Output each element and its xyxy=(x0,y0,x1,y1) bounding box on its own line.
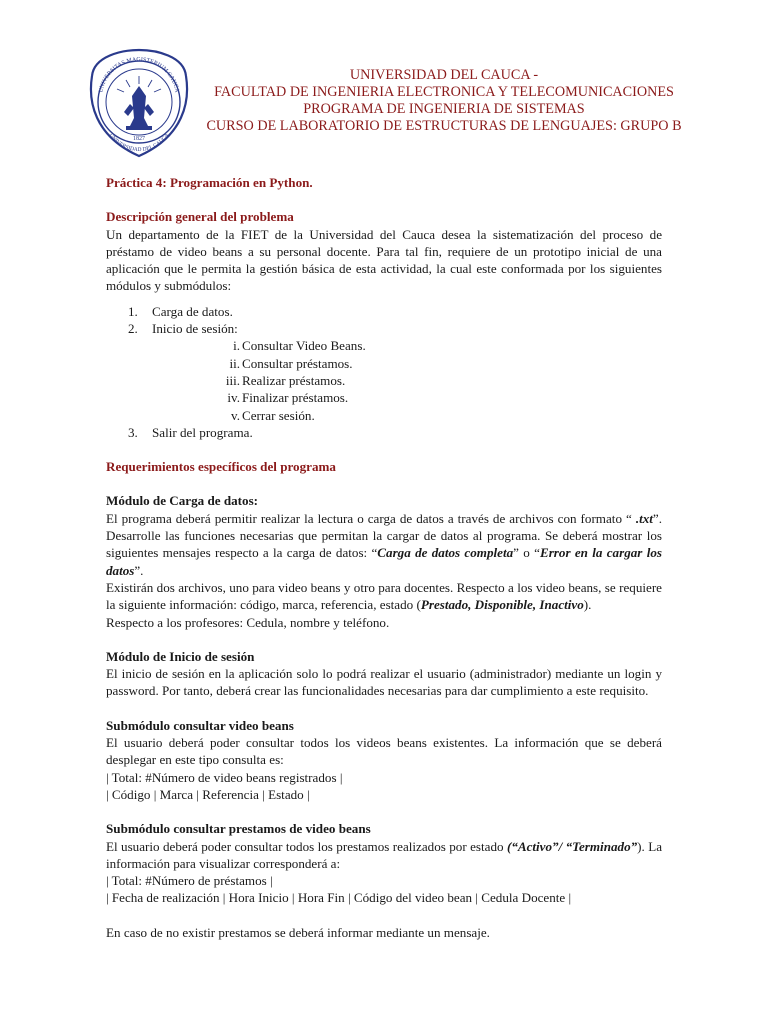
consultar-prest-line-1: | Total: #Número de préstamos | xyxy=(106,873,273,889)
carga-paragraph-3: Respecto a los profesores: Cedula, nombre y teléfono. xyxy=(106,614,390,630)
carga-paragraph-2: Existirán dos archivos, uno para video beans y otro para docentes. Respecto a los video beans, se requiere la siguiente información: código, marca, referencia, estado (Prestado, Disponible, Inactivo). xyxy=(106,579,662,613)
consultar-vb-text: El usuario deberá poder consultar todos los videos beans existentes. La información que se deberá desplegar en este tipo consulta es: xyxy=(106,735,662,768)
list-item: 3. Salir del programa. xyxy=(128,424,253,440)
list-item: 2. Inicio de sesión: xyxy=(128,321,238,337)
consultar-prest-heading: Submódulo consultar prestamos de video beans xyxy=(106,821,371,837)
consultar-prest-closing: En caso de no existir prestamos se deberá informar mediante un mensaje. xyxy=(106,924,490,940)
carga-heading: Módulo de Carga de datos: xyxy=(106,493,259,509)
inicio-text: El inicio de sesión en la aplicación solo lo podrá realizar el usuario (administrador) mediante un login y password. Por tanto, deberá crear las funcionalidades necesarias para dar cumplimiento a este requisito. xyxy=(106,666,662,699)
svg-text:UNIVERSIDAD DEL CAUCA: UNIVERSIDAD DEL CAUCA xyxy=(107,132,171,154)
university-seal-icon xyxy=(86,46,192,160)
header-line-program: PROGRAMA DE INGENIERIA DE SISTEMAS xyxy=(303,101,585,117)
header-line-university: UNIVERSIDAD DEL CAUCA - xyxy=(349,67,539,83)
document-header xyxy=(196,67,692,135)
consultar-vb-heading: Submódulo consultar video beans xyxy=(106,717,294,733)
module-list xyxy=(106,303,662,338)
inicio-heading: Módulo de Inicio de sesión xyxy=(106,648,255,664)
header-line-faculty: FACULTAD DE INGENIERIA ELECTRONICA Y TELECOMUNICACIONES xyxy=(214,84,674,100)
svg-text:1827: 1827 xyxy=(133,136,145,142)
list-item: i. Consultar Video Beans. xyxy=(233,338,366,354)
consultar-prest-line-2: | Fecha de realización | Hora Inicio | Hora Fin | Código del video bean | Cedula Docente | xyxy=(106,890,572,906)
list-item: v. Cerrar sesión. xyxy=(231,407,315,423)
list-item: ii. Consultar préstamos. xyxy=(229,355,353,371)
list-item: 1. Carga de datos. xyxy=(128,303,233,319)
consultar-vb-line-2: | Código | Marca | Referencia | Estado | xyxy=(106,786,310,802)
list-item: iii. Realizar préstamos. xyxy=(225,372,346,388)
submodule-list xyxy=(106,337,662,423)
practice-title: Práctica 4: Programación en Python. xyxy=(106,175,313,190)
description-text: Un departamento de la FIET de la Universidad del Cauca desea la sistematización del proceso de préstamo de video beans a su personal docente. Para tal fin, requiere de un prototipo inicial de una aplicación que le permita la gestión básica de esta actividad, la cual este conformada por los siguientes módulos y submódulos: xyxy=(106,226,662,294)
requirements-heading: Requerimientos específicos del programa xyxy=(106,459,336,475)
consultar-vb-line-1: | Total: #Número de video beans registrados | xyxy=(106,769,343,785)
carga-paragraph-1: El programa deberá permitir realizar la lectura o carga de datos a través de archivos con formato “ .txt”. Desarrolle las funciones necesarias que permitan la cargar de datos al programa. Se deberá mostrar los siguientes mensajes respecto a la carga de datos: “Carga de datos completa” o “Error en la cargar los datos”. xyxy=(106,510,663,578)
header-line-course: CURSO DE LABORATORIO DE ESTRUCTURAS DE LENGUAJES: GRUPO B xyxy=(206,118,682,134)
document-body xyxy=(106,174,662,941)
description-heading: Descripción general del problema xyxy=(106,209,294,225)
svg-text:UNIVERSITAS MAGISTERIUM CAUCA: UNIVERSITAS MAGISTERIUM CAUCA xyxy=(98,56,180,94)
consultar-prest-text: El usuario deberá poder consultar todos los prestamos realizados por estado (“Activo”/ “Terminado”). La información para visualizar corresponderá a: xyxy=(106,838,663,871)
list-item: iv. Finalizar préstamos. xyxy=(227,390,349,406)
